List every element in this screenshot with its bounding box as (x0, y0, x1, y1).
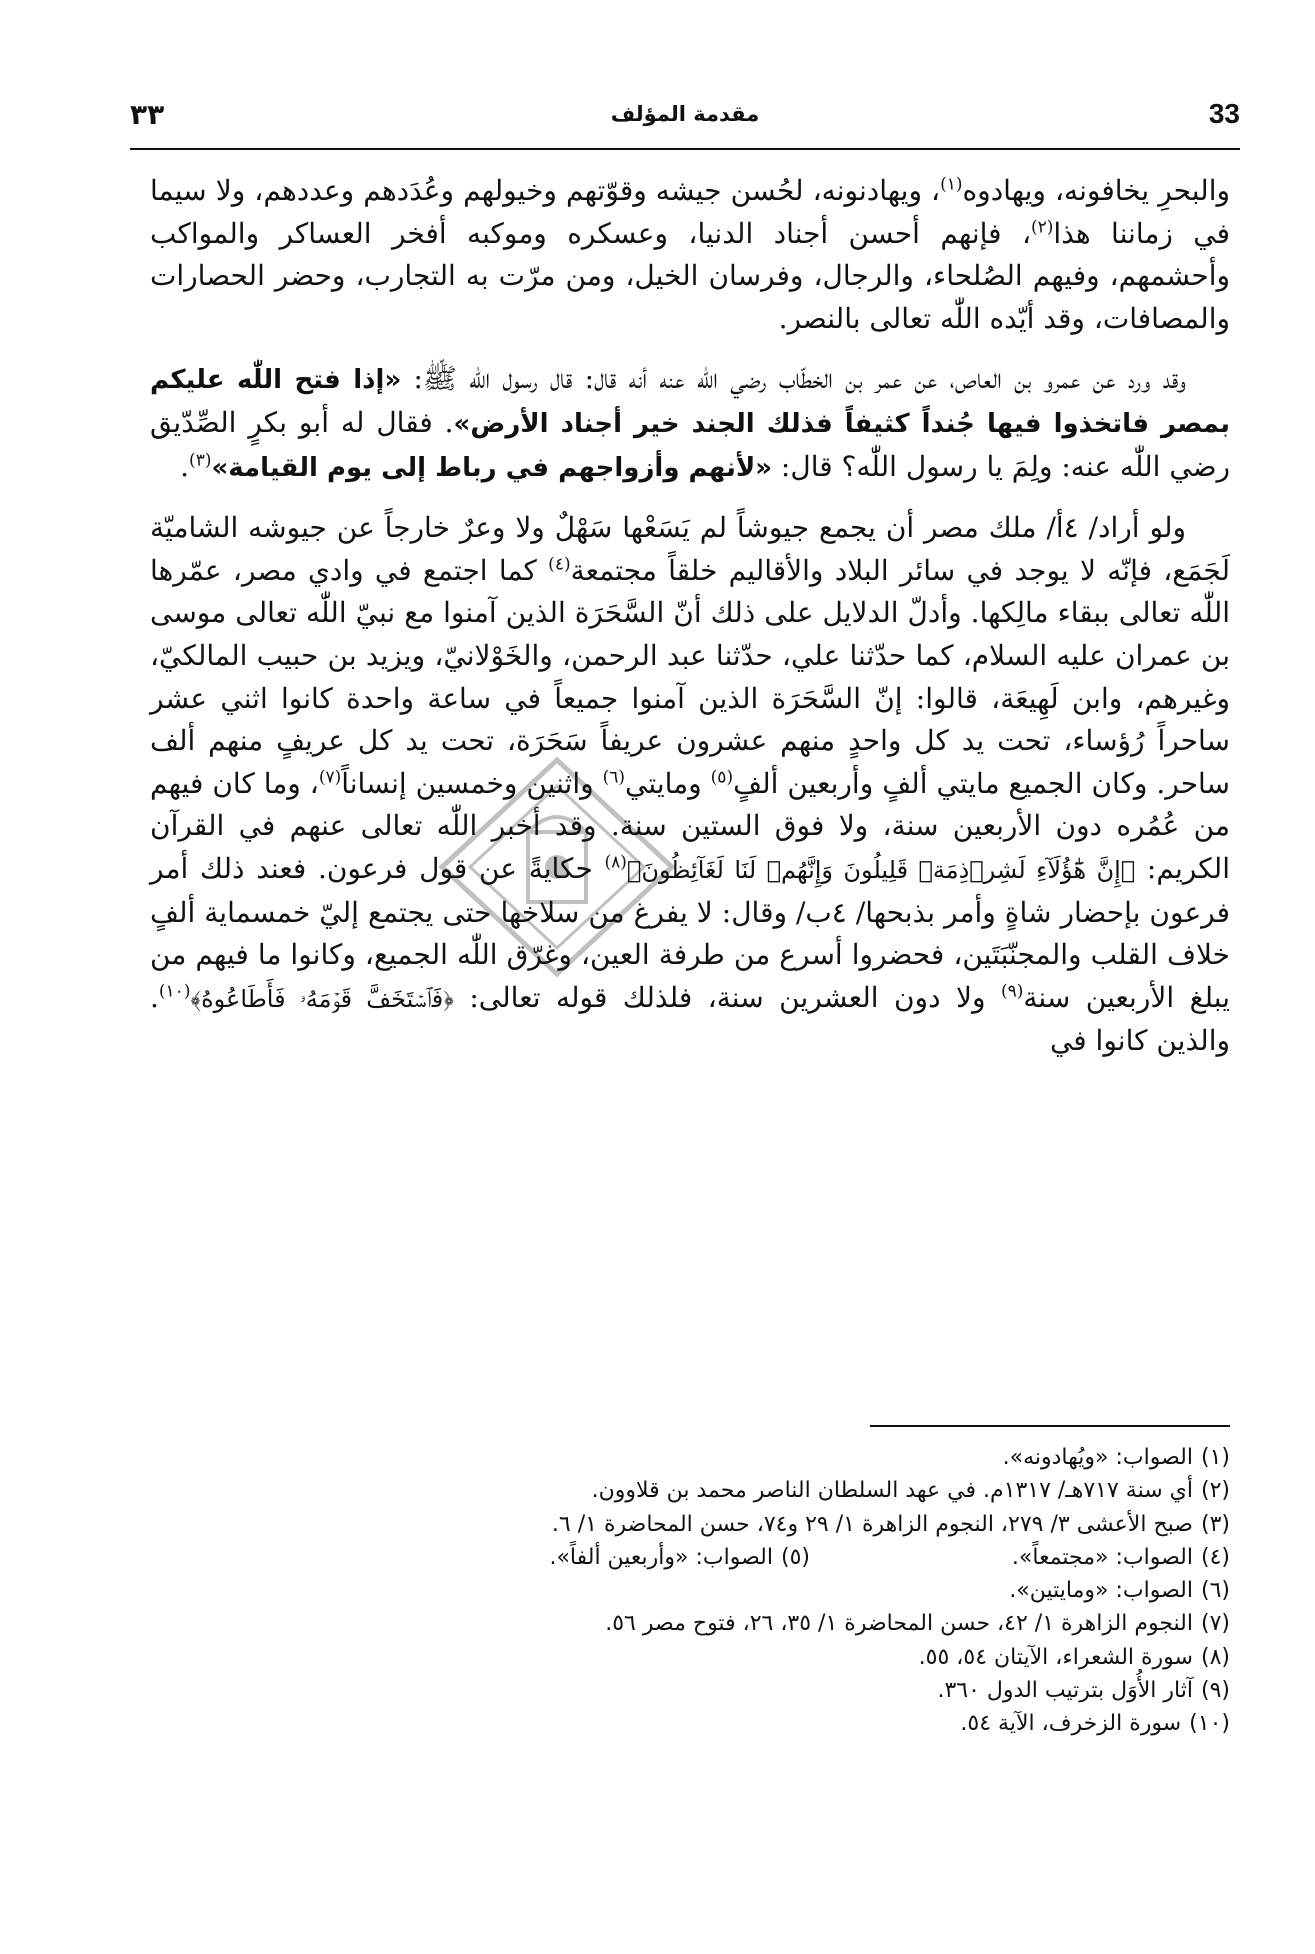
footnote-number: (١) (1200, 1445, 1230, 1470)
footnote-rule (870, 1425, 1230, 1427)
footnote-ref: (٩) (1000, 981, 1024, 1002)
footnote-ref: (١) (940, 174, 963, 195)
footnote-text: صبح الأعشى ٣/ ٢٧٩، النجوم الزاهرة ١/ ٢٩ و٧٤، حسن المحاضرة ١/ ٦. (551, 1511, 1193, 1537)
footnote (150, 1474, 1230, 1507)
text-run: . والذين كانوا في (150, 980, 1230, 1058)
footnote (150, 1574, 1230, 1607)
page-header (130, 94, 1240, 144)
text-run: واثنين وخمسين إنساناً (341, 766, 603, 800)
footnote-ref: (٤) (548, 554, 571, 575)
footnote (150, 1508, 1230, 1541)
footnote (549, 1541, 810, 1574)
text-run: ، وما كان فيهم من عُمُره دون الأربعين سنة، ولا فوق الستين سنة. وقد أخبر اللّٰه تعالى عنهم في القرآن الكريم: (150, 766, 1230, 885)
header-rule (130, 148, 1240, 150)
text-run: . فقال له أبو بكرٍ الصِّدّيق رضي اللّٰه عنه: ولِمَ يا رسول اللّٰه؟ قال: (150, 405, 1230, 483)
paragraph-2 (150, 358, 1230, 489)
hadith-quote: «إذا فتح اللّٰه عليكم بمصر فاتخذوا فيها جُنداً كثيفاً فذلك الجند خير أجناد الأرض» (150, 365, 1231, 439)
footnote-number: (١٠) (1189, 1711, 1230, 1737)
page-number-latin: 33 (1208, 98, 1240, 129)
footnote-number: (٦) (1200, 1578, 1230, 1604)
footnote-ref: (٧) (318, 767, 342, 788)
footnote-ref: (١٠) (158, 981, 191, 1002)
footnote-text: الصواب: «ومايتين». (1009, 1578, 1193, 1604)
text-run: . (180, 449, 190, 483)
footnote-text: الصواب: «ويُهادونه». (1002, 1445, 1193, 1470)
hadith-quote: «لأنهم وأزواجهم في رباط إلى يوم القيامة» (211, 452, 773, 483)
footnote-number: (٢) (1200, 1478, 1230, 1504)
running-title: مقدمة المؤلف (610, 102, 760, 126)
text-run: ، ويهادنونه، لحُسن جيشه وقوّتهم وخيولهم وعُدَدهم وعددهم، ولا سيما في زماننا هذا (150, 174, 1230, 250)
quran-verse: ﴿فَٱسۡتَخَفَّ قَوۡمَهُۥ فَأَطَاعُوهُ﴾ (190, 984, 454, 1013)
text-run: والبحرِ يخافونه، ويهادوه (962, 174, 1231, 207)
footnote-ref: (٥) (710, 767, 734, 788)
footnote-text: آثار الأُوَل بترتيب الدول ٣٦٠. (937, 1678, 1193, 1704)
page-number-arabic: ٣٣ (130, 98, 165, 131)
footnote-text: الصواب: «مجتمعاً». (1011, 1544, 1193, 1570)
text-run: وقد ورد عن عمرو بن العاص، عن عمر بن الخطّاب رضي اللّٰه عنه أنه قال: قال رسول اللّٰه ﷺ: (401, 362, 1187, 396)
footnote (150, 1541, 1230, 1574)
footnote-number: (٨) (1200, 1644, 1230, 1670)
footnote-ref: (٨) (604, 852, 627, 873)
quran-verse: ﴿إِنَّ هَٰٓؤُلَآءِ لَشِرۡذِمَةٞ قَلِيلُونَ وَإِنَّهُمۡ لَنَا لَغَآئِظُونَ﴾ (626, 855, 1136, 884)
text-run: حكايةً عن قول فرعون. فعند ذلك أمر فرعون بإحضار شاةٍ وأمر بذبحها/ ٤ب/ وقال: لا يفرغ من سلاخها حتى يجتمع إليّ خمسماية ألفٍ خلاف القلب والمجنّبَتَين، فحضروا أسرع من طرفة العين، وغرّق اللّٰه الجميع، وكانوا ما فيهم من يبلغ الأربعين سنة (150, 851, 1230, 1014)
footnote-ref: (٣) (189, 450, 212, 471)
footnote-text: سورة الزخرف، الآية ٥٤. (960, 1711, 1182, 1737)
paragraph-1 (150, 170, 1230, 340)
footnote (150, 1441, 1230, 1474)
text-run: كما اجتمع في وادي مصر، عمّرها اللّٰه تعالى ببقاء مالِكها. وأدلّ الدلايل على ذلك أنّ السَّحَرَة الذين آمنوا مع نبيّ اللّٰه تعالى موسى بن عمران عليه السلام، كما حدّثنا علي، حدّثنا عبد الرحمن، والخَوْلانيّ، ويزيد بن حبيب المالكيّ، وغيرهم، وابن لَهِيعَة، قالوا: إنّ السَّحَرَة الذين آمنوا جميعاً في ساعة واحدة كانوا اثني عشر ساحراً رُؤساء، تحت يد كل واحدٍ منهم عشرون عريفاً سَحَرَة، تحت يد كل عريفٍ منهم ألف ساحر. وكان الجميع مايتي ألفٍ وأربعين ألفٍ (150, 553, 1231, 800)
footnote-number: (٩) (1200, 1678, 1230, 1704)
footnote (150, 1641, 1230, 1674)
text-run: ومايتي (625, 766, 711, 800)
footnote-text: الصواب: «وأربعين ألفاً». (549, 1544, 773, 1570)
footnote-text: النجوم الزاهرة ١/ ٤٢، حسن المحاضرة ١/ ٣٥، ٢٦، فتوح مصر ٥٦. (605, 1611, 1193, 1637)
footnote-number: (٥) (780, 1544, 810, 1570)
footnote-ref: (٢) (1031, 217, 1054, 238)
footnote-number: (٤) (1200, 1544, 1230, 1570)
text-run: ولو أراد/ ٤أ/ ملك مصر أن يجمع جيوشاً لم يَسَعْها سَهْلٌ ولا وعرٌ خارجاً عن جيوشه الشاميّة لَجَمَع، فإنّه لا يوجد في سائر البلاد والأقاليم خلقاً مجتمعة (150, 511, 1230, 587)
main-text (150, 170, 1230, 1063)
footnote (150, 1674, 1230, 1707)
paragraph-3 (150, 507, 1230, 1063)
footnote (150, 1607, 1230, 1640)
footnote-number: (٧) (1200, 1611, 1230, 1637)
footnote (150, 1707, 1230, 1740)
footnote-text: سورة الشعراء، الآيتان ٥٤، ٥٥. (918, 1644, 1193, 1670)
text-run: ، فإنهم أحسن أجناد الدنيا، وعسكره وموكبه أفخر العساكر والمواكب وأحشمهم، وفيهم الصُلحاء، والرجال، وفرسان الخيل، ومن مرّت به التجارب، وحضر الحصارات والمصافات، وقد أيّده اللّٰه تعالى بالنصر. (150, 216, 1230, 335)
footnote-number: (٣) (1200, 1511, 1230, 1537)
footnotes (150, 1441, 1230, 1741)
footnote-ref: (٦) (602, 767, 626, 788)
text-run: ولا دون العشرين سنة، فلذلك قوله تعالى: (453, 980, 1001, 1014)
footnote-text: أي سنة ٧١٧هـ/ ١٣١٧م. في عهد السلطان الناصر محمد بن قلاوون. (591, 1478, 1193, 1504)
